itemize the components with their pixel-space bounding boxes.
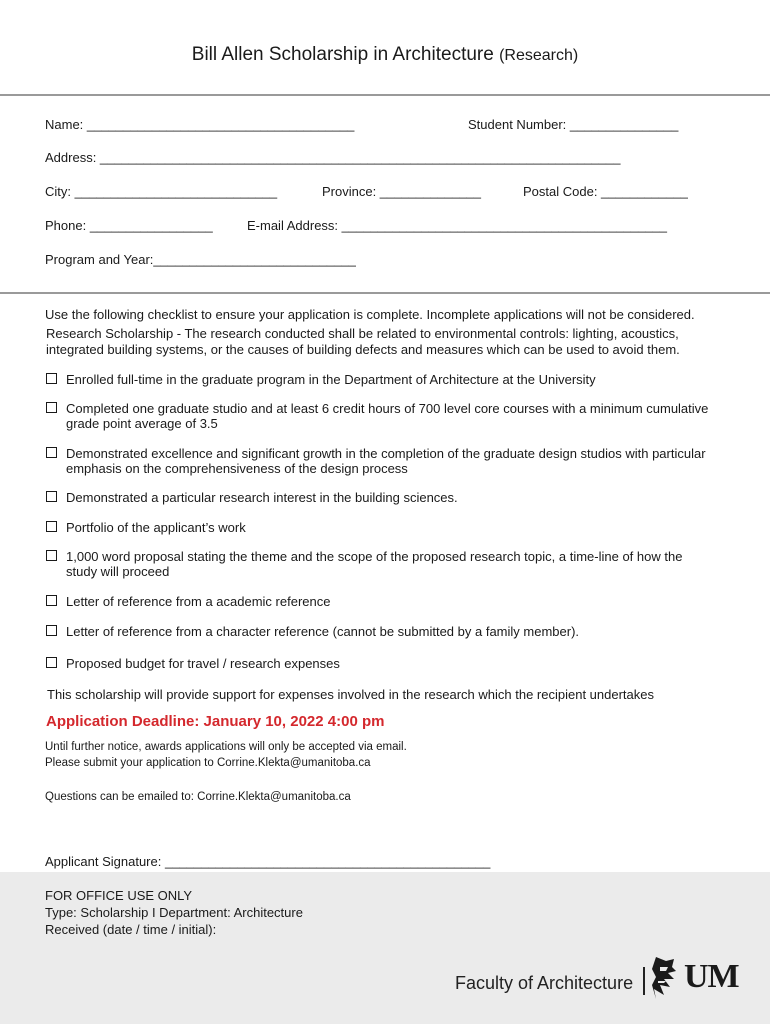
province-field[interactable]: Province: ______________ — [322, 184, 482, 199]
bison-crest-icon — [650, 955, 680, 1001]
questions-contact: Questions can be emailed to: Corrine.Klekta@umanitoba.ca — [45, 791, 351, 803]
checkbox[interactable] — [46, 521, 57, 532]
city-field[interactable]: City: ____________________________ — [45, 184, 278, 199]
research-description-line1: Research Scholarship - The research conducted shall be related to environmental controls: lighting, acoustics, — [46, 326, 679, 341]
submission-instructions: Please submit your application to Corrine.Klekta@umanitoba.ca — [45, 757, 371, 769]
checkbox[interactable] — [46, 625, 57, 636]
title-subtitle: (Research) — [499, 47, 579, 64]
checkbox[interactable] — [46, 491, 57, 502]
name-field[interactable]: Name: _____________________________________ — [45, 117, 355, 132]
um-logo: UM — [684, 958, 739, 995]
postal-code-field[interactable]: Postal Code: ____________ — [523, 184, 688, 199]
office-received: Received (date / time / initial): — [45, 922, 217, 937]
student-number-field[interactable]: Student Number: _______________ — [468, 117, 679, 132]
research-description-line2: integrated building systems, or the causes of building defects and measures which can be used to avoid them. — [46, 342, 680, 357]
page-title — [0, 44, 770, 66]
checkbox[interactable] — [46, 550, 57, 561]
checkbox[interactable] — [46, 595, 57, 606]
checkbox[interactable] — [46, 447, 57, 458]
program-year-field[interactable]: Program and Year:____________________________ — [45, 252, 356, 267]
faculty-name: Faculty of Architecture — [455, 973, 634, 993]
phone-field[interactable]: Phone: _________________ — [45, 218, 213, 233]
header-divider — [0, 94, 770, 96]
office-use-heading: FOR OFFICE USE ONLY — [45, 888, 193, 903]
applicant-signature-field[interactable]: Applicant Signature: _____________________________________________ — [45, 854, 491, 869]
address-field[interactable]: Address: ________________________________________________________________________ — [45, 150, 621, 165]
checkbox[interactable] — [46, 657, 57, 668]
fields-divider — [0, 292, 770, 294]
office-type: Type: Scholarship I Department: Architecture — [45, 905, 303, 920]
email-field[interactable]: E-mail Address: _____________________________________________ — [247, 218, 667, 233]
title-main: Bill Allen Scholarship in Architecture — [191, 44, 494, 65]
application-deadline: Application Deadline: January 10, 2022 4:00 pm — [46, 713, 385, 730]
checkbox[interactable] — [46, 373, 57, 384]
support-statement: This scholarship will provide support for expenses involved in the research which the recipient undertakes — [47, 687, 654, 702]
intro-instructions: Use the following checklist to ensure your application is complete. Incomplete applications will not be considered. — [45, 307, 695, 322]
logo-divider — [643, 967, 645, 995]
email-notice: Until further notice, awards applications will only be accepted via email. — [45, 741, 407, 753]
checkbox[interactable] — [46, 402, 57, 413]
